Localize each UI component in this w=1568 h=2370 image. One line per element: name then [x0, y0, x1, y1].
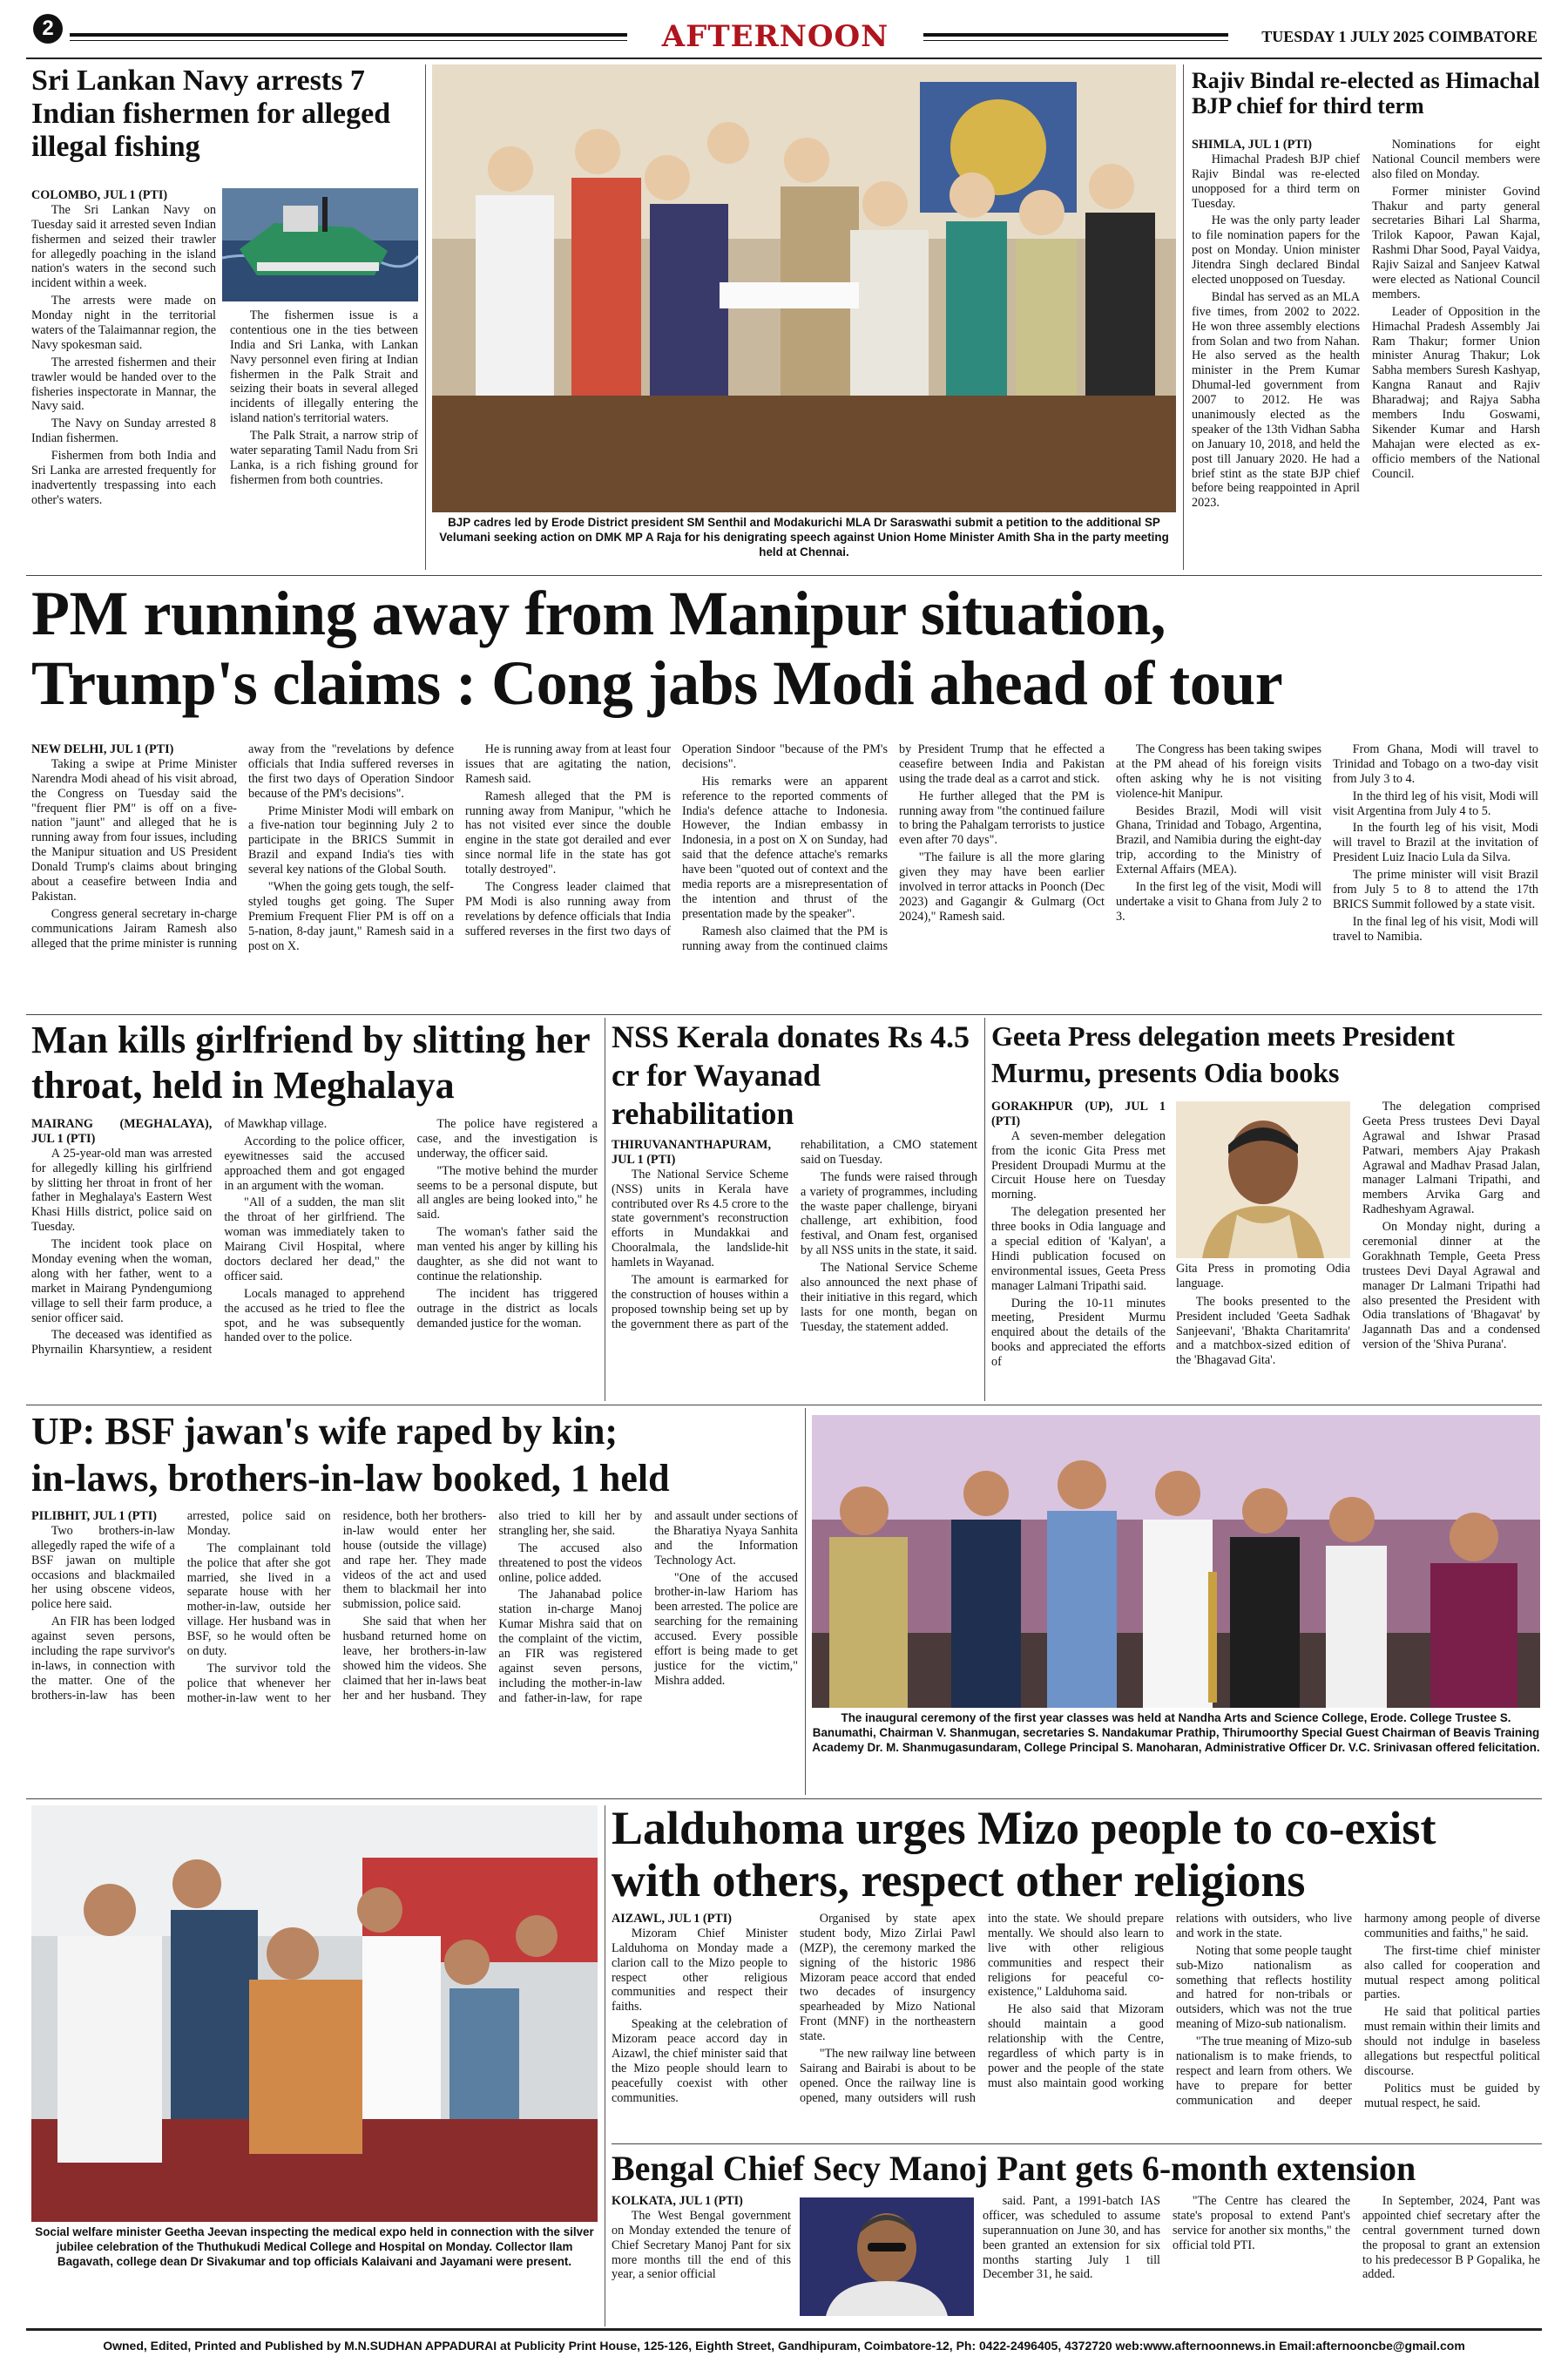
pant-para-2: said. Pant, a 1991-batch IAS officer, was scheduled to assume superannuation on June 30, and has been granted an extension for six months starting July 1 till December 31, he said.: [983, 2194, 1160, 2282]
lead-para-12: The Congress has been taking swipes at the PM ahead of his foreign visits often asking why he is not visiting violence-hit Manipur.: [1116, 742, 1321, 801]
lead-para-4: "When the going gets tough, the self-styled toughs get going. The Super Premium Frequent Flier PM is off on a 5-nation, 8-day jaunt," Ramesh said in a post on X.: [248, 880, 454, 953]
petition-photo-illustration: [432, 64, 1176, 512]
photo-expo: [31, 1805, 598, 2222]
caption-murmu: Gita Press in promoting Odia language.: [1176, 1262, 1350, 1290]
lead-para-19: In the final leg of his visit, Modi will travel to Namibia.: [1333, 914, 1538, 944]
mizo-para-8: The first-time chief minister also called for cooperation and mutual respect among political parties.: [1364, 1943, 1540, 2002]
headline-navy: Sri Lankan Navy arrests 7 Indian fishermen for alleged illegal fishing: [31, 64, 391, 164]
col-rule-1: [425, 64, 426, 570]
lead-para-8: His remarks were an apparent reference to the reported comments of India's defence attache to Indonesia. However, the Indian embassy in Indonesia, in a post on X on Sunday, had said that the defence attache's remarks have been "quoted out of context and the media reports are a misrepresentation of the intention and thrust of the presentation made by the speaker".: [682, 774, 888, 921]
footer-imprint: Owned, Edited, Printed and Published by M.N.SUDHAN APPADURAI at Publicity Print House, 125-126, Eighth Street, Gandhipuram, Coimbatore-12, Ph: 0422-2496405, 4372720 web:www.afternoonnews.in Email:afternooncbe@gmail.com: [103, 2339, 1465, 2353]
lead-para-6: Ramesh alleged that the PM is running away from Manipur, "which he has not visited ever since the double engine in the state got derailed and ever since normal life in the state has got totally destroyed".: [465, 789, 671, 877]
section-rule-2: [26, 1014, 1542, 1015]
navy-para-1: The Sri Lankan Navy on Tuesday said it arrested seven Indian fishermen and seized their trawler for allegedly poaching in the island nation's waters in the second such incident within a week.: [31, 202, 216, 291]
geeta-para-2: The delegation presented her three books in Odia language and a special edition of 'Kalyan', a Hindi publication focused on environmental issues, Geeta Press manager Lalmani Tripathi said.: [991, 1205, 1166, 1293]
body-meghalaya: [31, 1117, 598, 1401]
mizo-para-3: Organised by state apex student body, Mizo Zirlai Pawl (MZP), the ceremony marked the signing of the historic 1986 Mizoram peace accord that ended two decades of insurgency spearheaded by Mizo National Front (MNF) in the northeastern state.: [800, 1912, 976, 2044]
lead-para-1: Taking a swipe at Prime Minister Narendra Modi ahead of his visit abroad, the Congress on Tuesday said the "frequent flier PM" is off on a five-nation "jaunt" and alleged that he is running away from four issues, including the Manipur situation and US President Donald Trump's claims about bringing about a ceasefire between India and Pakistan.: [31, 756, 237, 904]
nss-para-4: The National Service Scheme also announced the next phase of their initiative in this regard, which lasts for one month, began on Tuesday, the statement added.: [801, 1261, 977, 1334]
bindal-para-3: Bindal has served as an MLA five times, from 2002 to 2022. He won three assembly elections from Solan and two from Nahan. He also served as the health minister in the Prem Kumar Dhumal-led government from 2007 to 2012. He was unanimously elected as the speaker of the 13th Vidhan Sabha on January 10, 2018, and held the post till January 2020. He had a brief stint as the state BJP chief before being reappointed in April 2023.: [1192, 289, 1360, 511]
body-navy: [31, 188, 418, 554]
bindal-para-4: Nominations for eight National Council members were also filed on Monday.: [1372, 138, 1540, 181]
dateline-navy: COLOMBO, JUL 1 (PTI): [31, 188, 168, 202]
page-header: [0, 0, 1568, 58]
masthead-rule-right: [923, 33, 1228, 37]
meghalaya-para-4: According to the police officer, eyewitnesses said the accused approached them and got engaged in an argument with the woman.: [224, 1134, 405, 1193]
navy-para-5: Fishermen from both India and Sri Lanka are arrested frequently for inadvertently trespassing into each other's waters.: [31, 449, 216, 507]
meghalaya-para-3: The deceased was identified as Phyrnailin Kharsyntiew, a resident of Mawkhap village.: [31, 1117, 328, 1358]
nandha-ceremony-illustration: [812, 1415, 1540, 1708]
headline-mizo-line2: with others, respect other religions: [612, 1854, 1306, 1906]
nss-para-2: The amount is earmarked for the construction of houses within a proposed township being set up by the government there as part of the rehabilitation, a CMO statement said on Tuesday.: [612, 1138, 977, 1331]
footer-rule: [26, 2328, 1542, 2331]
meghalaya-para-8: "The motive behind the murder seems to be a personal dispute, but all angles are being looked into," he said.: [416, 1163, 598, 1222]
lead-para-11: "The failure is all the more glaring given they may have been earlier involved in terror attacks in Poonch (Dec 2023) and Gagangir & Gulmarg (Oct 2024)," Ramesh said.: [899, 850, 1105, 924]
bsf-para-4: The survivor told the police that whenever her mother-in-law went to her residence, both her brothers-in-law would enter her house (outside the village) and rape her. They made videos of the act and used them to blackmail her into submission, police said.: [186, 1509, 487, 1705]
body-bsf: [31, 1509, 798, 1795]
headline-geeta: Geeta Press delegation meets President Murmu, presents Odia books: [991, 1020, 1456, 1088]
lead-para-18: The prime minister will visit Brazil from July 5 to 8 to attend the 17th BRICS Summit followed by a state visit.: [1333, 868, 1538, 911]
meghalaya-para-9: The woman's father said the man vented his anger by killing his daughter, as she did not want to continue the relationship.: [416, 1225, 598, 1283]
murmu-portrait: [1176, 1101, 1350, 1258]
lead-para-16: In the third leg of his visit, Modi will visit Argentina from July 4 to 5.: [1333, 789, 1538, 818]
pant-para-3: "The Centre has cleared the state's proposal to extend Pant's service for another six months," the official told PTI.: [1173, 2194, 1350, 2252]
masthead-rule-left-thin: [70, 40, 627, 41]
header-rule: [26, 58, 1542, 59]
lead-para-3: Prime Minister Modi will embark on a five-nation tour beginning July 2 to participate in the BRICS Summit in Brazil and expand India's ties with several key nations of the Global South.: [248, 803, 454, 877]
navy-para-7: The Palk Strait, a narrow strip of water separating Tamil Nadu from Sri Lanka, is a rich fishing ground for fishermen from both countries.: [230, 429, 418, 487]
expo-photo-illustration: [31, 1805, 598, 2222]
caption-expo: Social welfare minister Geetha Jeevan inspecting the medical expo held in connection with the silver jubilee celebration of the Thuthukudi Medical College and Hospital on Monday. Collector Ilam Bagavath, college dean Dr Sivakumar and top officials Kalaivani and Jayamani were present.: [35, 2225, 594, 2268]
meghalaya-para-5: "All of a sudden, the man slit the throat of her girlfriend. The woman was immediately taken to Mairang Civil Hospital, where doctors declared her dead," the officer said.: [224, 1195, 405, 1283]
photo-murmu: [1176, 1101, 1350, 1258]
mizo-para-10: Politics must be guided by mutual respect, he said.: [1364, 2081, 1540, 2110]
body-geeta-mid: [1176, 1262, 1350, 1401]
navy-para-6: The fishermen issue is a contentious one in the ties between India and Sri Lanka, with Lankan Navy personnel even firing at Indian fishermen in the Palk Strait and seizing their boats in several alleged incidents of illegally entering the island nation's territorial waters.: [230, 308, 418, 426]
dateline-bindal: SHIMLA, JUL 1 (PTI): [1192, 138, 1312, 152]
headline-lead-line2: Trump's claims : Cong jabs Modi ahead of tour: [31, 648, 1283, 718]
body-nss: [612, 1138, 977, 1401]
navy-para-2: The arrests were made on Monday night in the territorial waters of the Talaimannar region, the Navy spokesman said.: [31, 294, 216, 352]
geeta-para-6: On Monday night, during a ceremonial dinner at the Gorakhnath Temple, Geeta Press trustees Devi Dayal Agrawal and manager Dr Lalmani Tripathi had also presented the President with Odia translations of 'Bhagavat' by Jagannath Das and a condensed version of the 'Shiva Purana'.: [1362, 1220, 1540, 1352]
bindal-para-5: Former minister Govind Thakur and party general secretaries Bihari Lal Sharma, Trilok Kapoor, Pawan Kajal, Rashmi Dhar Sood, Payal Vaidya, Rajiv Saizal and Sanjeev Katwal were elected as National Council members.: [1372, 184, 1540, 301]
masthead: AFTERNOON: [661, 19, 889, 54]
meghalaya-para-1: A 25-year-old man was arrested for allegedly killing his girlfriend by slitting her throat in front of her father in Meghalaya's Eastern West Khasi Hills district, police said on Tuesday.: [31, 1146, 213, 1235]
col-rule-4: [984, 1018, 985, 1401]
dateline-nss: THIRUVANANTHAPURAM, JUL 1 (PTI): [612, 1138, 771, 1167]
mizo-para-6: Noting that some people taught sub-Mizo nationalism as something that reflects hostility and hatred for non-tribals or outsiders, which was not the true meaning of Mizo-sub nationalism.: [1176, 1943, 1352, 2032]
page-number-badge: [33, 14, 63, 44]
caption-nandha: The inaugural ceremony of the first year classes was held at Nandha Arts and Science College, Erode. College Trustee S. Banumathi, Chairman V. Shanmugan, secretaries S. Nandakumar Prathip, Thirumoorthy Special Guest Chairman of Beavis Training Academy Dr. M. Shanmugasundaram, College Principal S. Manoharan, Administrative Officer Dr. V.C. Srinivasan offered felicitation.: [812, 1711, 1540, 1754]
nss-para-1: The National Service Scheme (NSS) units in Kerala have contributed over Rs 4.5 crore to the state government's reconstruction efforts in Mundakkai and Chooralmala, the landslide-hit hamlets in Wayanad.: [612, 1167, 788, 1270]
section-rule-1: [26, 575, 1542, 576]
mizo-para-4: "The new railway line between Sairang and Bairabi is about to be opened. Once the railway line is opened, many outsiders will rush into the state. We should prepare mentally. We should also learn to live with other religious communities and respect their religions for peaceful co-existence," Lalduhoma said.: [800, 1912, 1164, 2105]
navy-para-3: The arrested fishermen and their trawler would be handed over to the fisheries inspectorate in Mannar, the Navy said.: [31, 355, 216, 414]
dateline-mizo: AIZAWL, JUL 1 (PTI): [612, 1912, 732, 1926]
lead-para-15: From Ghana, Modi will travel to Trinidad and Tobago on a two-day visit from July 3 to 4.: [1333, 742, 1538, 786]
section-rule-5: [612, 2143, 1542, 2144]
meghalaya-para-2: The incident took place on Monday evening when the woman, along with her father, went to a market in Mairang Pyndengumiong village to sell their farm produce, a senior officer said.: [31, 1237, 213, 1325]
bsf-para-8: "One of the accused brother-in-law Hariom has been arrested. The police are searching for the remaining accused. Every possible effort is being made to get justice for the victim," Mishra added.: [654, 1570, 798, 1688]
bindal-para-2: He was the only party leader to file nomination papers for the post on Monday. Union minister Jitendra Singh declared Bindal elected unopposed on Tuesday.: [1192, 213, 1360, 288]
bsf-para-6: The accused also threatened to post the videos online, police added.: [498, 1540, 643, 1585]
bsf-para-5: She said that when her husband returned home on leave, her brothers-in-law showed him the videos. She claimed that her in-laws beat her and her husband. They also tried to kill her by strangling her, she said.: [342, 1509, 643, 1703]
pant-portrait: [800, 2197, 974, 2316]
col-rule-2: [1183, 64, 1184, 570]
mizo-para-2: Speaking at the celebration of Mizoram peace accord day in Aizawl, the chief minister said that the Mizo people should learn to peacefully coexist with other communities.: [612, 2017, 787, 2105]
headline-bsf-line1: UP: BSF jawan's wife raped by kin;: [31, 1410, 618, 1452]
dateline-meghalaya: MAIRANG (MEGHALAYA), JUL 1 (PTI): [31, 1117, 213, 1146]
headline-mizo-line1: Lalduhoma urges Mizo people to co-exist: [612, 1802, 1436, 1854]
photo-petition: [432, 64, 1176, 512]
dateline-lead: NEW DELHI, JUL 1 (PTI): [31, 742, 174, 756]
headline-nss: NSS Kerala donates Rs 4.5 cr for Wayanad rehabilitation: [612, 1019, 970, 1131]
body-geeta-right: [1362, 1100, 1540, 1401]
caption-petition: BJP cadres led by Erode District president SM Senthil and Modakurichi MLA Dr Saraswathi submit a petition to the additional SP Velumani seeking action on DMK MP A Raja for his denigrating speech against Union Home Minister Amith Sha in the party meeting held at Chennai.: [439, 516, 1169, 559]
lead-para-5: He is running away from at least four issues that are agitating the nation, Ramesh said.: [465, 742, 671, 786]
lead-para-2: Congress general secretary in-charge communications Jairam Ramesh also alleged that the prime minister is running away from the "revelations by defence officials that India suffered reverses in the first two days of Operation Sindoor because of the PM's decisions".: [31, 742, 454, 951]
lead-para-10: He further alleged that the PM is running away from "the continued failure to bring the Pahalgam terrorists to justice even after 70 days".: [899, 789, 1105, 848]
bindal-para-6: Leader of Opposition in the Himachal Pradesh Assembly Jai Ram Thakur; former Union minister Anurag Thakur; Lok Sabha members Suresh Kashyap, Kangna Ranaut and Rajiv Bharadwaj; and Rajya Sabha members Indu Goswami, Sikender Kumar and Harsh Mahajan were elected as ex-officio members of the National Council.: [1372, 304, 1540, 481]
photo-nandha: [812, 1415, 1540, 1708]
masthead-rule-left: [70, 33, 627, 37]
bsf-para-3: The complainant told the police that after she got married, she lived in a separate house with her mother-in-law, outside her village. Her husband was in BSF, so he would often be on duty.: [186, 1540, 331, 1659]
body-bindal: [1192, 138, 1540, 573]
mizo-para-7: "The true meaning of Mizo-sub nationalism is to make friends, to respect and learn from others. We have to prepare for better communication and deeper harmony among people of diverse communities and faiths," he said.: [1176, 1912, 1540, 2108]
pant-para-4: In September, 2024, Pant was appointed chief secretary after the central government turned down the proposal to grant an extension to his predecessor B P Gopalika, he added.: [1362, 2194, 1540, 2282]
lead-para-7: The Congress leader claimed that PM Modi is also running away from revelations by defence officials that India suffered reverses in the first two days of Operation Sindoor "because of the PM's decisions".: [465, 742, 888, 938]
lead-para-13: Besides Brazil, Modi will visit Ghana, Trinidad and Tobago, Argentina, Brazil, and Namibia during the eight-day trip, according to the Ministry of External Affairs (MEA).: [1116, 803, 1321, 877]
navy-para-4: The Navy on Sunday arrested 8 Indian fishermen.: [31, 416, 216, 446]
nss-para-3: The funds were raised through a variety of programmes, including the waste paper challenge, biryani challenge, art exhibition, food festival, and Onam fest, organised by all NSS units in the state, it said.: [801, 1169, 977, 1258]
bsf-para-1: Two brothers-in-law allegedly raped the wife of a BSF jawan on multiple occasions and blackmailed her using obscene videos, police here said.: [31, 1523, 175, 1612]
headline-bindal: Rajiv Bindal re-elected as Himachal BJP chief for third term: [1192, 68, 1540, 119]
section-rule-4: [26, 1798, 1542, 1799]
meghalaya-para-6: Locals managed to apprehend the accused as he tried to flee the spot, and he was subsequently handed over to the police.: [224, 1286, 405, 1345]
geeta-para-5: The delegation comprised Geeta Press trustees Devi Dayal Agrawal and Ishwar Prasad Patwari, members Ajay Prakash Agrawal and Madhav Prasad Jalan, manager Lalmani Tripathi, and members Arvika Garg and Radheshyam Agrawal.: [1362, 1100, 1540, 1217]
bindal-para-1: Himachal Pradesh BJP chief Rajiv Bindal was re-elected unopposed for a third term on Tuesday.: [1192, 152, 1360, 211]
mizo-para-1: Mizoram Chief Minister Lalduhoma on Monday made a clarion call to the Mizo people to respect other religious communities and respect their faiths.: [612, 1926, 787, 2014]
body-pant-left: [612, 2194, 791, 2319]
geeta-para-4: The books presented to the President included 'Geeta Sadhak Sanjeevani', 'Bhakta Charitamrita' and a matchbox-sized edition of the 'Bhagavad Gita'.: [1176, 1294, 1350, 1368]
lead-para-9: Ramesh also claimed that the PM is running away from the continued claims by President Trump that he effected a ceasefire between India and Pakistan using the trade deal as a carrot and stick.: [682, 742, 1105, 953]
bsf-para-2: An FIR has been lodged against seven persons, including the rape survivor's in-laws, in connection with the matter. One of the brothers-in-law has been arrested, police said on Monday.: [31, 1509, 331, 1703]
masthead-rule-right-thin: [923, 40, 1228, 41]
headline-bsf-line2: in-laws, brothers-in-law booked, 1 held: [31, 1457, 670, 1500]
mizo-para-9: He said that political parties must remain within their limits and should not indulge in baseless allegations but respectful political discourse.: [1364, 2005, 1540, 2078]
headline-lead-line1: PM running away from Manipur situation,: [31, 579, 1166, 648]
col-rule-5: [805, 1408, 806, 1795]
dateline-geeta: GORAKHPUR (UP), JUL 1 (PTI): [991, 1100, 1166, 1128]
bsf-para-7: The Jahanabad police station in-charge Manoj Kumar Mishra said that on the complaint of the victim, an FIR was registered against seven persons, including the mother-in-law and father-in-law, for rape and assault under sections of the Bharatiya Nyaya Sanhita and the Information Technology Act.: [498, 1509, 798, 1705]
pant-para-1: The West Bengal government on Monday extended the tenure of Chief Secretary Manoj Pant for six more months till the end of this year, a senior official: [612, 2208, 791, 2282]
body-pant-right: [983, 2194, 1540, 2319]
meghalaya-para-7: The police have registered a case, and the investigation is underway, the officer said.: [416, 1117, 598, 1161]
geeta-para-1: A seven-member delegation from the iconic Gita Press met President Droupadi Murmu at the Circuit House here on Tuesday morning.: [991, 1128, 1166, 1202]
headline-pant: Bengal Chief Secy Manoj Pant gets 6-month extension: [612, 2149, 1416, 2188]
body-geeta-left: [991, 1100, 1166, 1401]
dateline-header: TUESDAY 1 JULY 2025 COIMBATORE: [1261, 28, 1538, 45]
lead-para-14: In the first leg of the visit, Modi will undertake a visit to Ghana from July 2 to 3.: [1116, 880, 1321, 924]
meghalaya-para-10: The incident has triggered outrage in the district as locals demanded justice for the woman.: [416, 1286, 598, 1331]
page-number: 2: [42, 17, 54, 40]
photo-pant: [800, 2197, 974, 2316]
dateline-bsf: PILIBHIT, JUL 1 (PTI): [31, 1509, 158, 1523]
geeta-para-3: During the 10-11 minutes meeting, President Murmu enquired about the details of the books and appreciated the efforts of: [991, 1296, 1166, 1370]
lead-para-17: In the fourth leg of his visit, Modi will travel to Brazil at the invitation of President Luiz Inacio Lula da Silva.: [1333, 821, 1538, 865]
body-mizo: [612, 1912, 1540, 2140]
headline-meghalaya: Man kills girlfriend by slitting her throat, held in Meghalaya: [31, 1019, 590, 1107]
body-lead: [31, 742, 1538, 1011]
mizo-para-5: He also said that Mizoram should maintain a good relationship with the Centre, regardless of which party is in power and the people of the state must also maintain good working relations with outsiders, who live and work in the state.: [988, 1912, 1352, 2090]
dateline-pant: KOLKATA, JUL 1 (PTI): [612, 2194, 743, 2208]
